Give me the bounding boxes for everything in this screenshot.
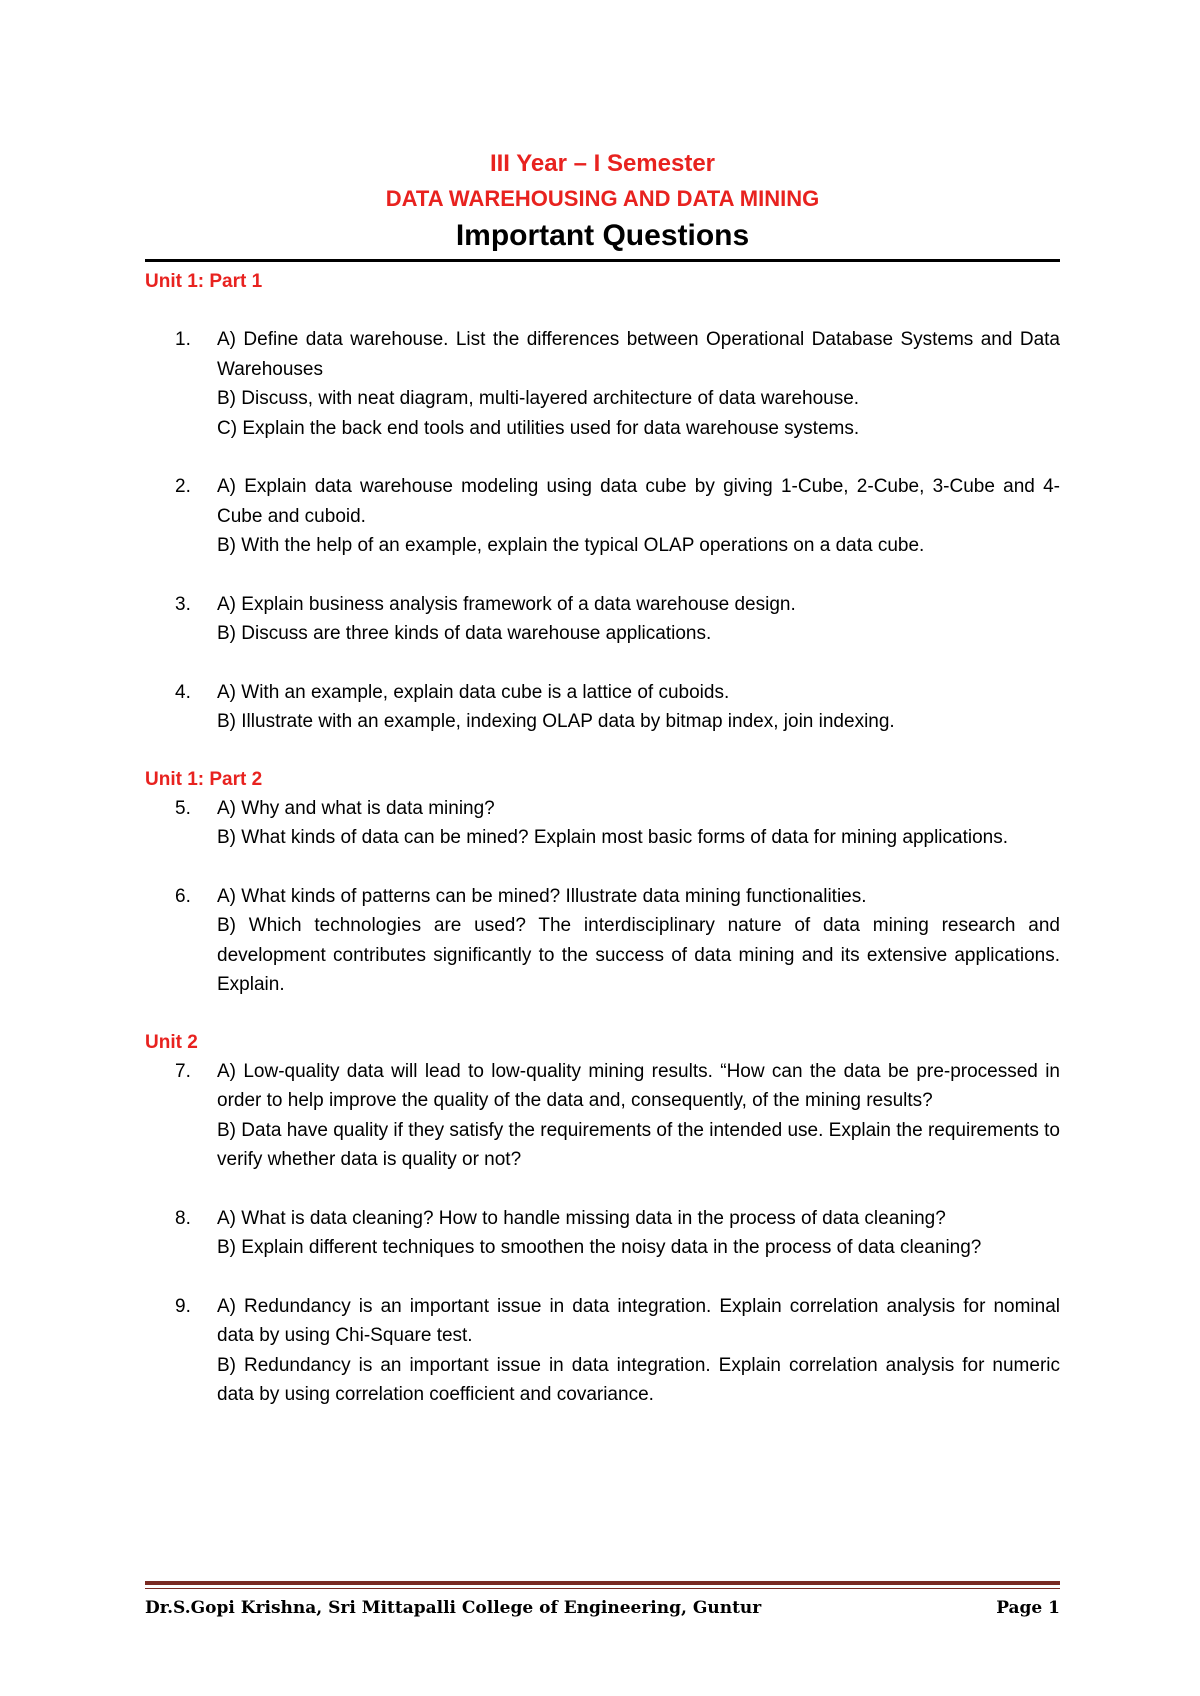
question-number: 8. bbox=[175, 1207, 191, 1229]
unit-heading: Unit 1: Part 1 bbox=[145, 271, 263, 292]
question-number: 9. bbox=[175, 1295, 191, 1317]
question-part: B) With the help of an example, explain the typical OLAP operations on a data cube. bbox=[217, 535, 925, 556]
question-part: A) What kinds of patterns can be mined? Illustrate data mining functionalities. bbox=[217, 885, 867, 907]
question-part: B) What kinds of data can be mined? Explain most basic forms of data for mining applications. bbox=[217, 827, 1009, 848]
question-part: A) Why and what is data mining? bbox=[217, 797, 495, 819]
question-item bbox=[145, 882, 1060, 1000]
question-item bbox=[145, 1057, 1060, 1175]
question-number: 1. bbox=[175, 329, 191, 350]
question-part: A) Redundancy is an important issue in data integration. Explain correlation analysis for nominal data by using Chi-Square test. bbox=[217, 1295, 1060, 1346]
question-number: 3. bbox=[175, 593, 191, 615]
question-item bbox=[145, 325, 1060, 443]
question-item bbox=[145, 794, 1060, 853]
question-part: B) Redundancy is an important issue in data integration. Explain correlation analysis for numeric data by using correlation coefficient and covariance. bbox=[217, 1354, 1060, 1405]
subject-heading: DATA WAREHOUSING AND DATA MINING bbox=[385, 186, 820, 211]
question-part: B) Discuss are three kinds of data warehouse applications. bbox=[217, 623, 712, 644]
question-part: A) Define data warehouse. List the differences between Operational Database Systems and Data Warehouses bbox=[217, 329, 1060, 380]
question-part: B) Illustrate with an example, indexing OLAP data by bitmap index, join indexing. bbox=[217, 711, 895, 732]
question-item bbox=[145, 1292, 1060, 1410]
question-number: 6. bbox=[175, 885, 191, 907]
question-number: 2. bbox=[175, 476, 191, 497]
question-part: B) Explain different techniques to smoothen the noisy data in the process of data cleaning? bbox=[217, 1237, 982, 1258]
question-item bbox=[145, 1204, 1060, 1263]
page-number: Page 1 bbox=[996, 1598, 1060, 1618]
question-number: 7. bbox=[175, 1060, 191, 1082]
question-part: A) With an example, explain data cube is a lattice of cuboids. bbox=[217, 681, 730, 703]
question-part: B) Data have quality if they satisfy the requirements of the intended use. Explain the requirements to verify whether data is quality or not? bbox=[217, 1119, 1060, 1170]
footer-author: Dr.S.Gopi Krishna, Sri Mittapalli College of Engineering, Guntur bbox=[145, 1598, 762, 1618]
unit-heading: Unit 2 bbox=[145, 1031, 198, 1053]
footer-rule-thin bbox=[145, 1588, 1060, 1589]
semester-heading: III Year – I Semester bbox=[489, 150, 716, 177]
question-item bbox=[145, 472, 1060, 561]
question-part: A) Low-quality data will lead to low-quality mining results. “How can the data be pre-processed in order to help improve the quality of the data and, consequently, of the mining results? bbox=[217, 1060, 1060, 1111]
question-item bbox=[145, 678, 1060, 737]
question-part: A) Explain business analysis framework of a data warehouse design. bbox=[217, 593, 796, 615]
footer-rule bbox=[145, 1581, 1060, 1585]
question-item bbox=[145, 590, 1060, 649]
question-part: B) Discuss, with neat diagram, multi-layered architecture of data warehouse. bbox=[217, 388, 860, 409]
unit-heading: Unit 1: Part 2 bbox=[145, 768, 263, 790]
question-number: 4. bbox=[175, 681, 191, 703]
page-title: Important Questions bbox=[455, 219, 750, 252]
question-part: A) What is data cleaning? How to handle missing data in the process of data cleaning? bbox=[217, 1207, 946, 1229]
question-part: A) Explain data warehouse modeling using data cube by giving 1-Cube, 2-Cube, 3-Cube and 4-Cube and cuboid. bbox=[217, 476, 1060, 527]
title-rule bbox=[145, 259, 1060, 262]
question-number: 5. bbox=[175, 797, 191, 819]
question-part: B) Which technologies are used? The interdisciplinary nature of data mining research and development contributes significantly to the success of data mining and its extensive applications. Explain. bbox=[217, 915, 1060, 995]
question-part: C) Explain the back end tools and utilities used for data warehouse systems. bbox=[217, 417, 860, 439]
question-list bbox=[145, 268, 1060, 1410]
